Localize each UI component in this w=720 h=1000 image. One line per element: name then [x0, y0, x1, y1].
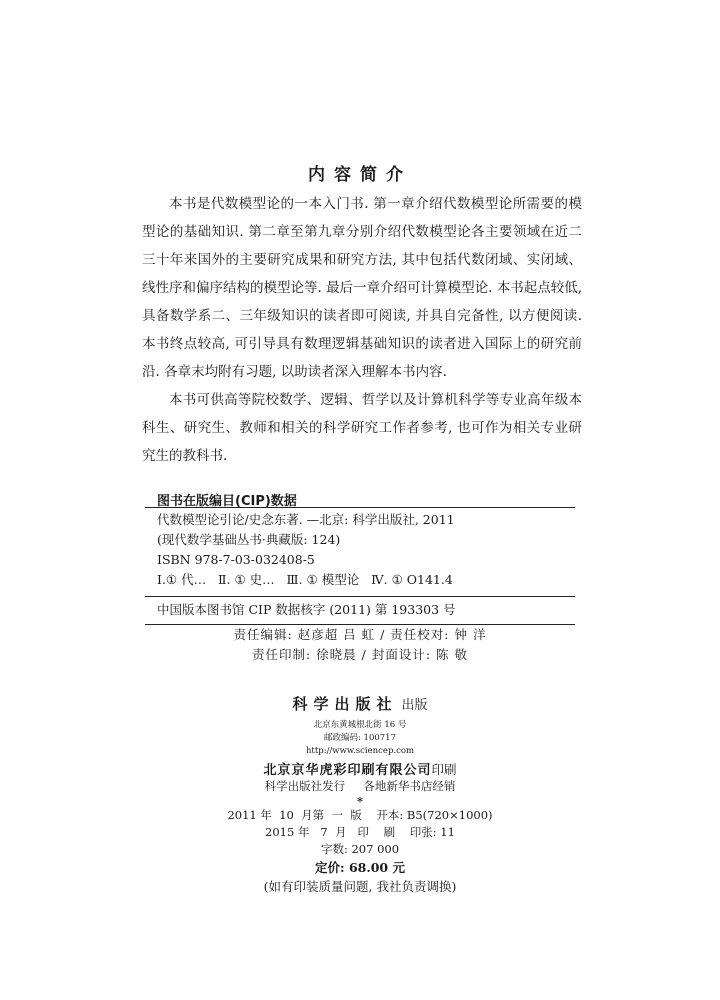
distribution-line: 科学出版社发行 各地新华书店经销 — [264, 779, 456, 793]
cip-line-series: (现代数学基础丛书·典藏版: 124) — [157, 532, 341, 547]
publisher-postcode: 邮政编码: 100717 — [323, 733, 396, 743]
cip-number: 中国版本图书馆 CIP 数据核字 (2011) 第 193303 号 — [157, 602, 456, 617]
printer-name: 北京京华虎彩印刷有限公司 — [263, 763, 432, 778]
cip-line-isbn: ISBN 978-7-03-032408-5 — [157, 552, 315, 567]
price-line: 定价: 68.00 元 — [315, 860, 405, 875]
publisher-line — [0, 693, 720, 714]
printer-line — [0, 759, 720, 778]
impression-line: 2015 年 7 月 印 刷 印张: 11 — [265, 825, 455, 839]
separator-star: * — [356, 794, 363, 808]
summary-text — [142, 190, 582, 470]
summary-title: 内容简介 — [308, 165, 412, 185]
cip-heading: 图书在版编目(CIP)数据 — [157, 494, 297, 509]
cip-record — [157, 510, 577, 590]
publisher-website: http://www.sciencep.com — [305, 746, 415, 756]
publisher-address: 北京东黄城根北街 16 号 — [313, 720, 407, 730]
printer-suffix: 印刷 — [431, 762, 457, 777]
publisher-name: 科学出版社 — [292, 695, 398, 713]
cip-footer — [157, 600, 577, 620]
summary-paragraph: 本书可供高等院校数学、逻辑、哲学以及计算机科学等专业高年级本科生、研究生、教师和相关的科学研究工作者参考, 也可作为相关专业研究生的教科书. — [142, 392, 582, 464]
cip-top-rule — [145, 507, 575, 508]
staff-editors: 责任编辑: 赵彦超 吕 虹 / 责任校对: 钟 洋 — [233, 627, 487, 642]
staff-production: 责任印制: 徐晓晨 / 封面设计: 陈 敬 — [251, 647, 468, 662]
cip-middle-rule — [145, 596, 575, 597]
wordcount-line: 字数: 207 000 — [320, 842, 400, 856]
cip-line-title: 代数模型论引论/史念东著. —北京: 科学出版社, 2011 — [157, 512, 455, 527]
edition-line: 2011 年 10 月第 一 版 开本: B5(720×1000) — [227, 808, 493, 822]
summary-paragraph: 本书是代数模型论的一本入门书. 第一章介绍代数模型论所需要的模型论的基础知识. 第二章至第九章分别介绍代数模型论各主要领域在近二三十年来国外的主要研究成果和研究方法, 其中包括代数闭域、实闭域、线性序和偏序结构的模型论等. 最后一章介绍可计算模型论. 本书起点较低, 具备数学系二、三年级知识的读者即可阅读, 并具自完备性, 以方便阅读. 本书终点较高, 可引导具有数理逻辑基础知识的读者进入国际上的研究前沿. 各章末均附有习题, 以助读者深入理解本书内容. — [142, 196, 582, 380]
quality-notice: (如有印装质量问题, 我社负责调换) — [263, 879, 457, 894]
cip-line-classification: Ⅰ.① 代… Ⅱ. ① 史… Ⅲ. ① 模型论 Ⅳ. ① O141.4 — [157, 572, 453, 587]
publisher-suffix: 出版 — [401, 698, 428, 713]
